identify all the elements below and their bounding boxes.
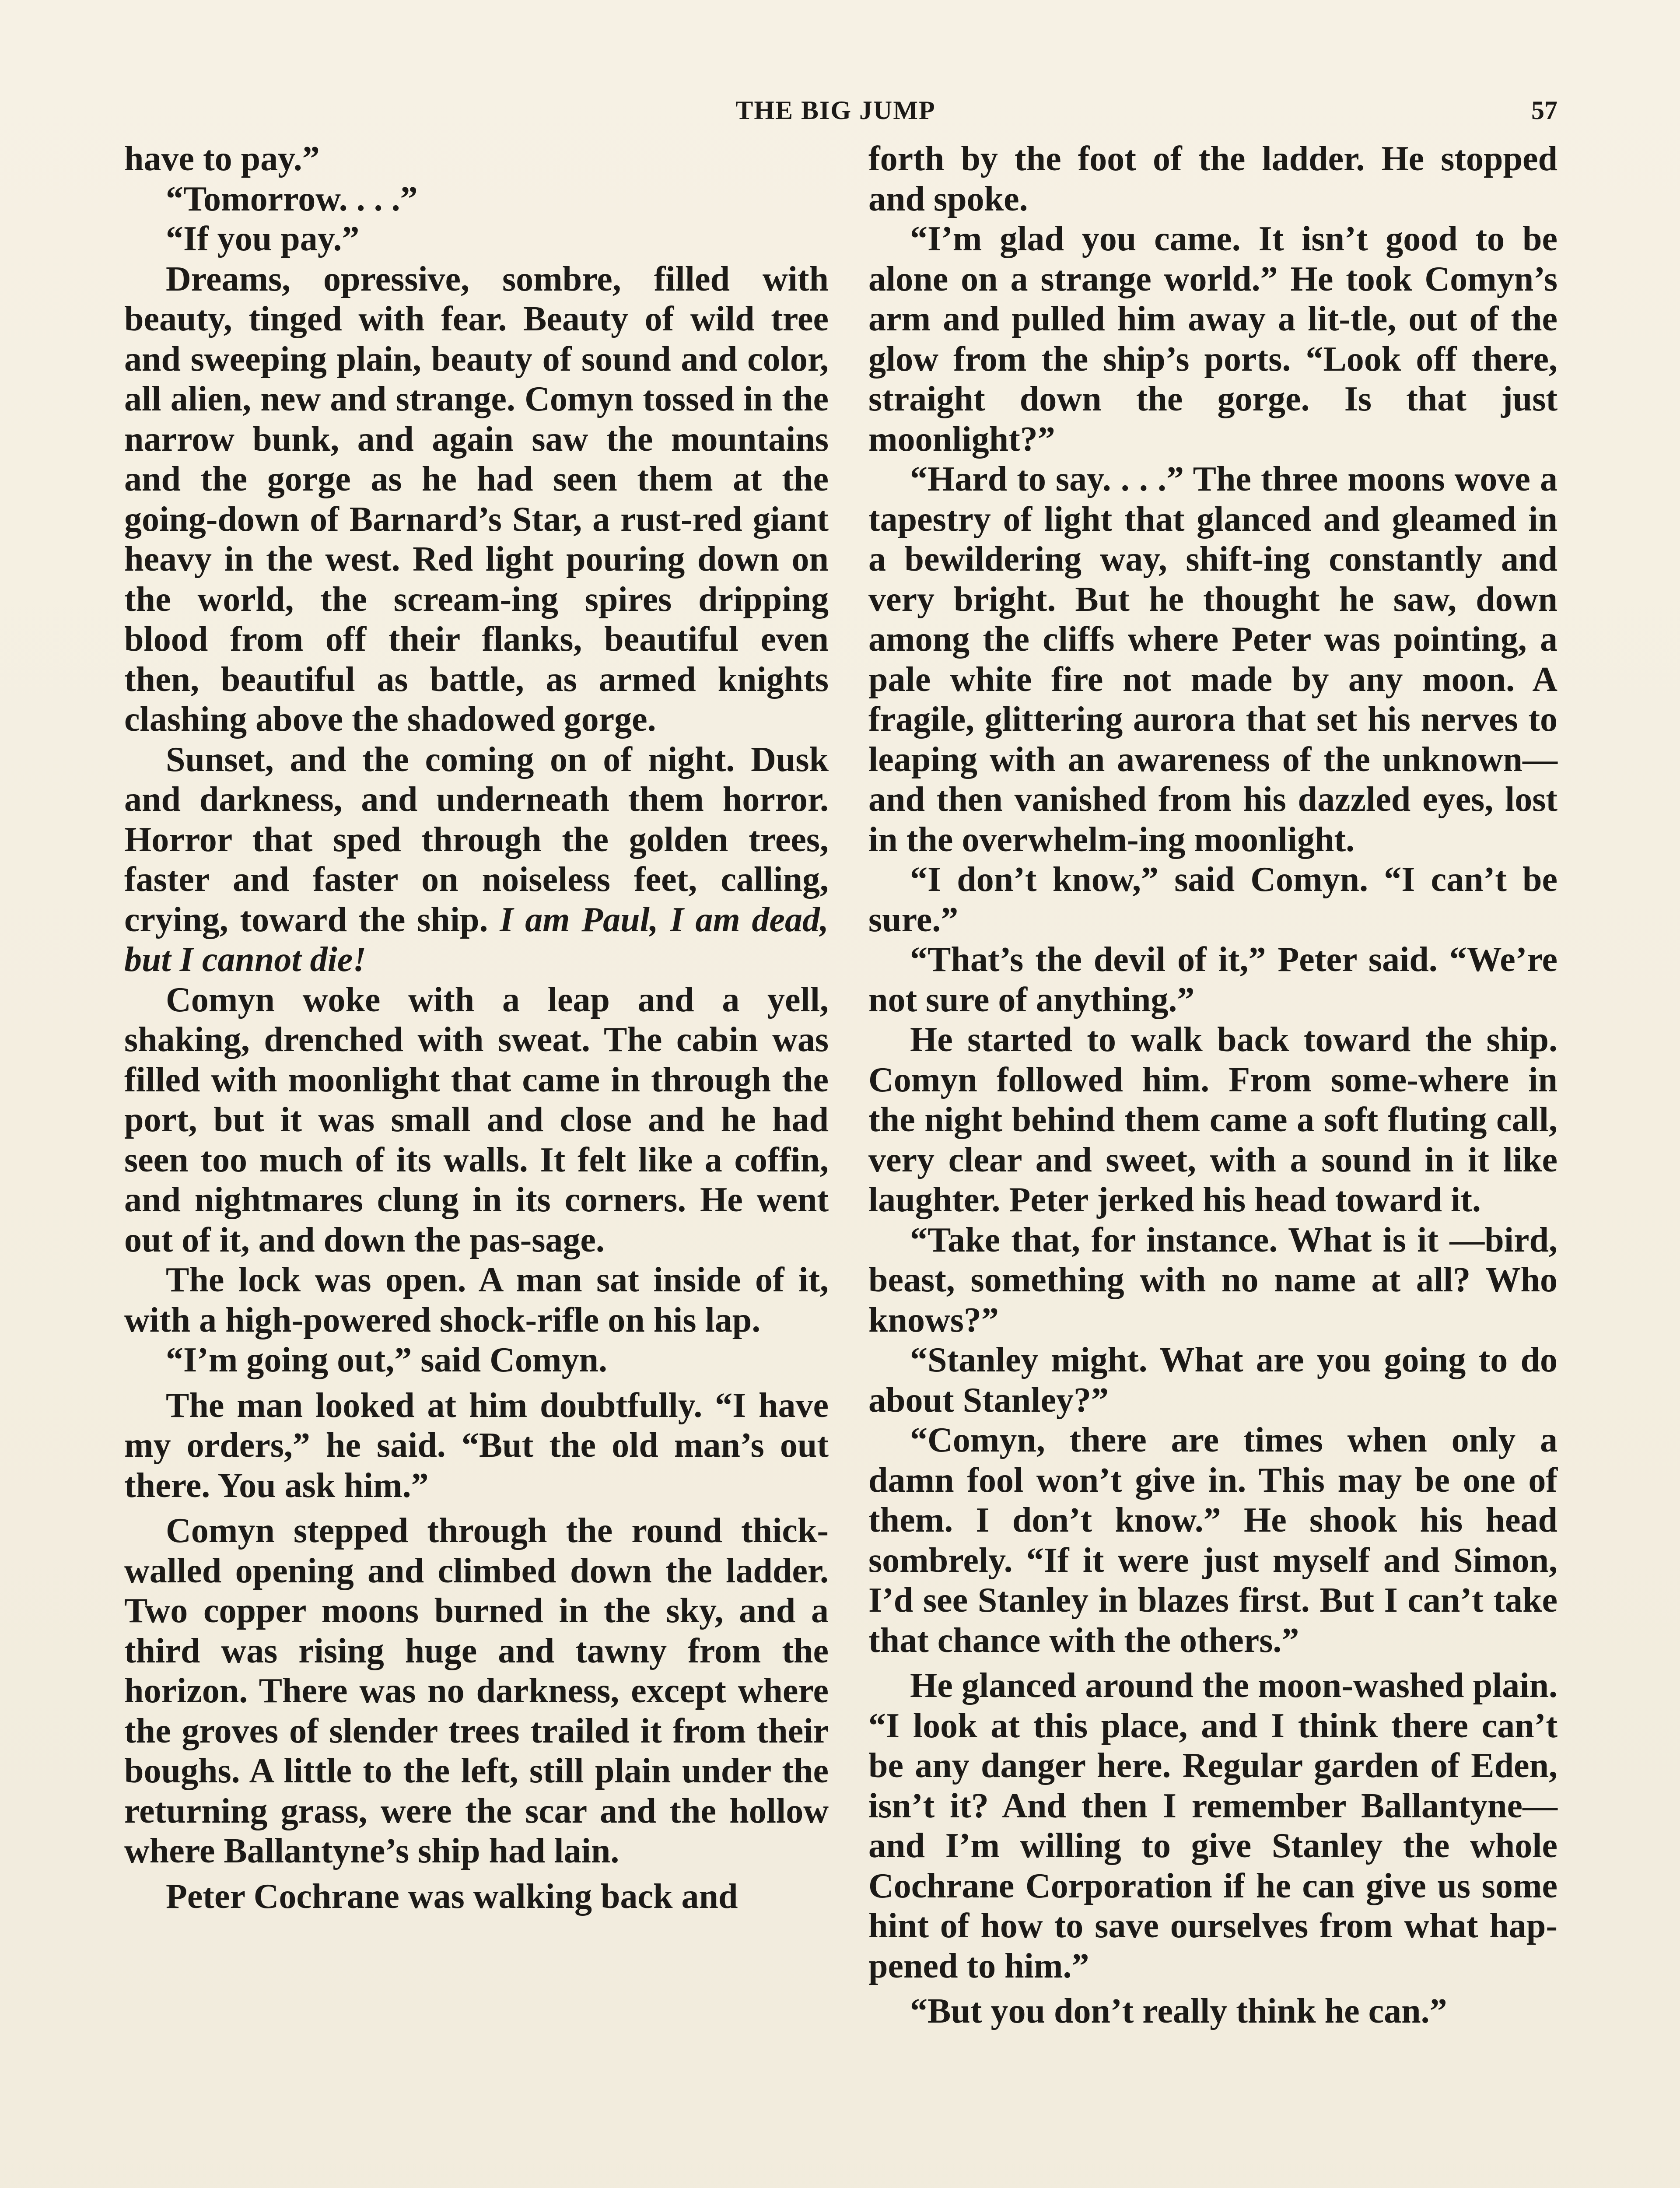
paragraph: Dreams, opressive, sombre, filled with beauty, tinged with fear. Beauty of wild tree and sweeping plain, beauty of sound and color, all alien, new and strange. Comyn tossed in the narrow bunk, and again saw the mountains and the gorge as he had seen them at the going-down of Barnard’s Star, a rust-red giant heavy in the west. Red light pouring down on the world, the scream-ing spires dripping blood from off their flanks, beautiful even then, beautiful as battle, as armed knights clashing above the shadowed gorge. bbox=[124, 259, 829, 739]
paragraph: “Comyn, there are times when only a damn fool won’t give in. This may be one of them. I don’t know.” He shook his head sombrely. “If it were just myself and Simon, I’d see Stanley in blazes first. But I can’t take that chance with the others.” bbox=[868, 1421, 1558, 1660]
paragraph: Peter Cochrane was walking back and bbox=[166, 1877, 738, 1916]
paragraph: “If you pay.” bbox=[166, 220, 360, 258]
paragraph: He glanced around the moon-washed plain. “I look at this place, and I think there can’t be any danger here. Regular garden of Eden, isn’t it? And then I remember Ballantyne—and I’m willing to give Stanley the whole Cochrane Corporation if he can give us some hint of how to save ourselves from what hap-pened to him.” bbox=[868, 1666, 1558, 1985]
paragraph: forth by the foot of the ladder. He stopped and spoke. bbox=[868, 140, 1558, 218]
paragraph: “I don’t know,” said Comyn. “I can’t be sure.” bbox=[868, 860, 1558, 939]
paragraph: The man looked at him doubtfully. “I have my orders,” he said. “But the old man’s out there. You ask him.” bbox=[124, 1386, 829, 1505]
left-column bbox=[124, 139, 829, 1917]
paragraph-text: Sunset, and the coming on of night. Dusk and darkness, and underneath them horror. Horror that sped through the golden trees, faster and faster on noiseless feet, calling, crying, toward the ship. bbox=[124, 740, 829, 939]
page-number: 57 bbox=[1531, 96, 1558, 125]
italic-text: I am Paul, I am dead, but I cannot die! bbox=[124, 900, 829, 979]
paragraph: “I’m glad you came. It isn’t good to be alone on a strange world.” He took Comyn’s arm and pulled him away a lit-tle, out of the glow from the ship’s ports. “Look off there, straight down the gorge. Is that just moonlight?” bbox=[868, 220, 1558, 459]
paragraph: The lock was open. A man sat inside of it, with a high-powered shock-rifle on his lap. bbox=[124, 1261, 829, 1339]
paragraph: Comyn stepped through the round thick-walled opening and climbed down the ladder. Two copper moons burned in the sky, and a third was rising huge and tawny from the horizon. There was no darkness, except where the groves of slender trees trailed it from their boughs. A little to the left, still plain under the returning grass, were the scar and the hollow where Ballantyne’s ship had lain. bbox=[124, 1511, 829, 1870]
paragraph: “Tomorrow. . . .” bbox=[166, 179, 418, 218]
running-header bbox=[0, 95, 1680, 135]
running-title: THE BIG JUMP bbox=[735, 96, 936, 125]
paragraph: “That’s the devil of it,” Peter said. “We’re not sure of anything.” bbox=[868, 940, 1558, 1019]
paragraph: “I’m going out,” said Comyn. bbox=[166, 1341, 608, 1379]
paragraph: “Stanley might. What are you going to do about Stanley?” bbox=[868, 1341, 1558, 1420]
paragraph: He started to walk back toward the ship. Comyn followed him. From some-where in the night behind them came a soft fluting call, very clear and sweet, with a sound in it like laughter. Peter jerked his head toward it. bbox=[868, 1020, 1558, 1219]
right-column bbox=[868, 139, 1558, 2032]
paragraph: Comyn woke with a leap and a yell, shaking, drenched with sweat. The cabin was filled with moonlight that came in through the port, but it was small and close and he had seen too much of its walls. It felt like a coffin, and nightmares clung in its corners. He went out of it, and down the pas-sage. bbox=[124, 980, 829, 1259]
paragraph bbox=[124, 740, 829, 980]
paragraph: have to pay.” bbox=[124, 140, 320, 178]
paragraph: “But you don’t really think he can.” bbox=[910, 1992, 1447, 2030]
paragraph: “Take that, for instance. What is it —bird, beast, something with no name at all? Who knows?” bbox=[868, 1220, 1558, 1339]
paragraph: “Hard to say. . . .” The three moons wove a tapestry of light that glanced and gleamed in a bewildering way, shift-ing constantly and very bright. But he thought he saw, down among the cliffs where Peter was pointing, a pale white fire not made by any moon. A fragile, glittering aurora that set his nerves to leaping with an awareness of the unknown—and then vanished from his dazzled eyes, lost in the overwhelm-ing moonlight. bbox=[868, 460, 1558, 859]
